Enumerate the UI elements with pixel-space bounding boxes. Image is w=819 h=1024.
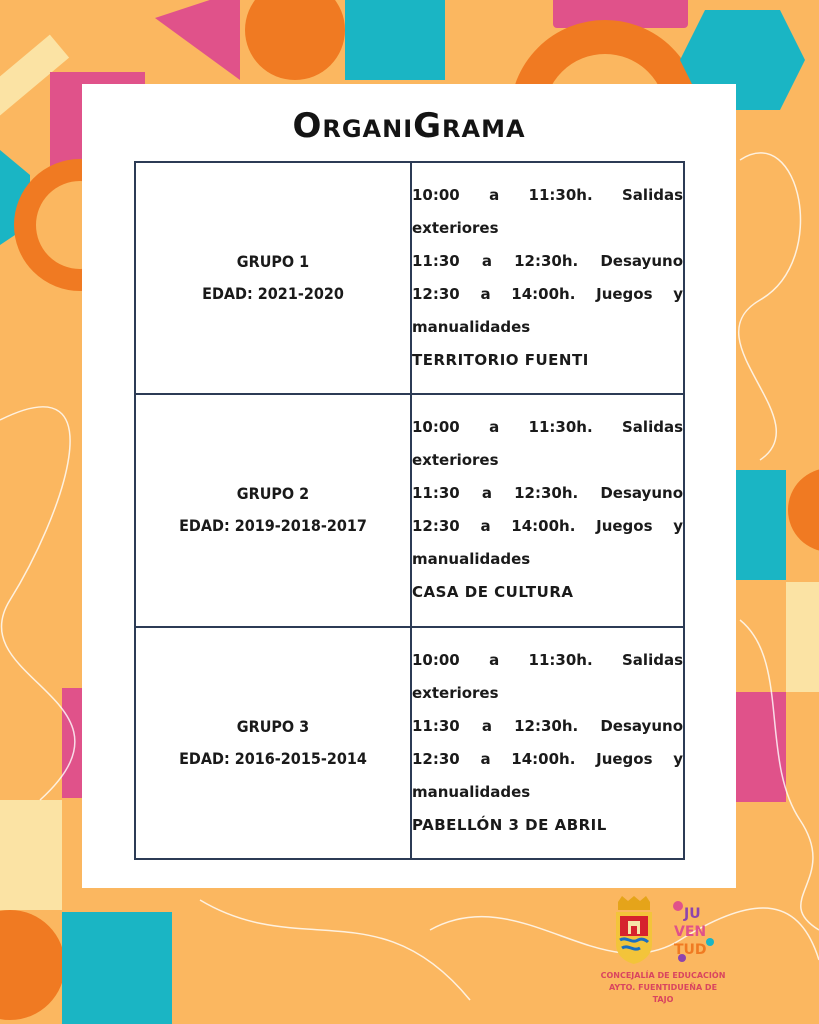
schedule-line: exteriores	[412, 683, 499, 702]
group-name: GRUPO 3	[236, 716, 310, 736]
table-row	[135, 394, 684, 626]
group-age: EDAD: 2019-2018-2017	[179, 516, 367, 536]
schedule-line: manualidades	[412, 550, 531, 569]
schedule-line: 12:30 a 14:00h. Juegos y	[412, 517, 683, 536]
teal-rect-right-shape	[736, 470, 786, 580]
schedule-cell	[411, 162, 684, 394]
group-cell	[135, 162, 411, 394]
footer-line1: CONCEJALÍA DE EDUCACIÓN	[600, 971, 726, 980]
group-age: EDAD: 2021-2020	[202, 284, 344, 304]
schedule-line: 12:30 a 14:00h. Juegos y	[412, 285, 683, 304]
pink-strip-left-shape	[62, 688, 84, 798]
teal-square-bottom-shape	[62, 912, 172, 1024]
schedule-line: manualidades	[412, 318, 531, 337]
yellow-rect-right-shape	[786, 582, 819, 692]
juventud-logo	[668, 898, 720, 966]
location-label: CASA DE CULTURA	[412, 583, 574, 602]
schedule-line: manualidades	[412, 782, 531, 801]
table-row	[135, 627, 684, 859]
location-label: PABELLÓN 3 DE ABRIL	[412, 815, 607, 834]
logo-text-line3: TUD	[674, 942, 707, 958]
group-cell	[135, 627, 411, 859]
footer-line2: AYTO. FUENTIDUEÑA DE TAJO	[608, 983, 718, 1004]
pink-rect-right-shape	[736, 692, 786, 802]
schedule-line: 10:00 a 11:30h. Salidas	[412, 186, 683, 205]
footer-credits	[598, 970, 728, 1006]
location-label: TERRITORIO FUENTI	[412, 351, 589, 370]
group-age: EDAD: 2016-2015-2014	[179, 748, 367, 768]
group-cell	[135, 394, 411, 626]
schedule-line: exteriores	[412, 219, 499, 238]
schedule-cell	[411, 394, 684, 626]
table-row	[135, 162, 684, 394]
schedule-cell	[411, 627, 684, 859]
organigram-card	[82, 84, 736, 888]
yellow-rect-bottom-shape	[0, 800, 62, 910]
logo-text-line1: JU	[684, 906, 701, 922]
schedule-line: 12:30 a 14:00h. Juegos y	[412, 749, 683, 768]
schedule-line: 11:30 a 12:30h. Desayuno	[412, 484, 683, 503]
schedule-line: 11:30 a 12:30h. Desayuno	[412, 716, 683, 735]
group-name: GRUPO 1	[236, 252, 310, 272]
schedule-line: exteriores	[412, 451, 499, 470]
schedule-line: 11:30 a 12:30h. Desayuno	[412, 252, 683, 271]
teal-square-shape	[345, 0, 445, 80]
page-title: OrganiGrama	[292, 106, 526, 146]
schedule-line: 10:00 a 11:30h. Salidas	[412, 418, 683, 437]
logo-text-line2: VEN	[674, 924, 707, 940]
coat-of-arms-logo	[612, 896, 656, 964]
group-name: GRUPO 2	[236, 484, 310, 504]
organigram-table	[134, 161, 685, 860]
schedule-line: 10:00 a 11:30h. Salidas	[412, 650, 683, 669]
